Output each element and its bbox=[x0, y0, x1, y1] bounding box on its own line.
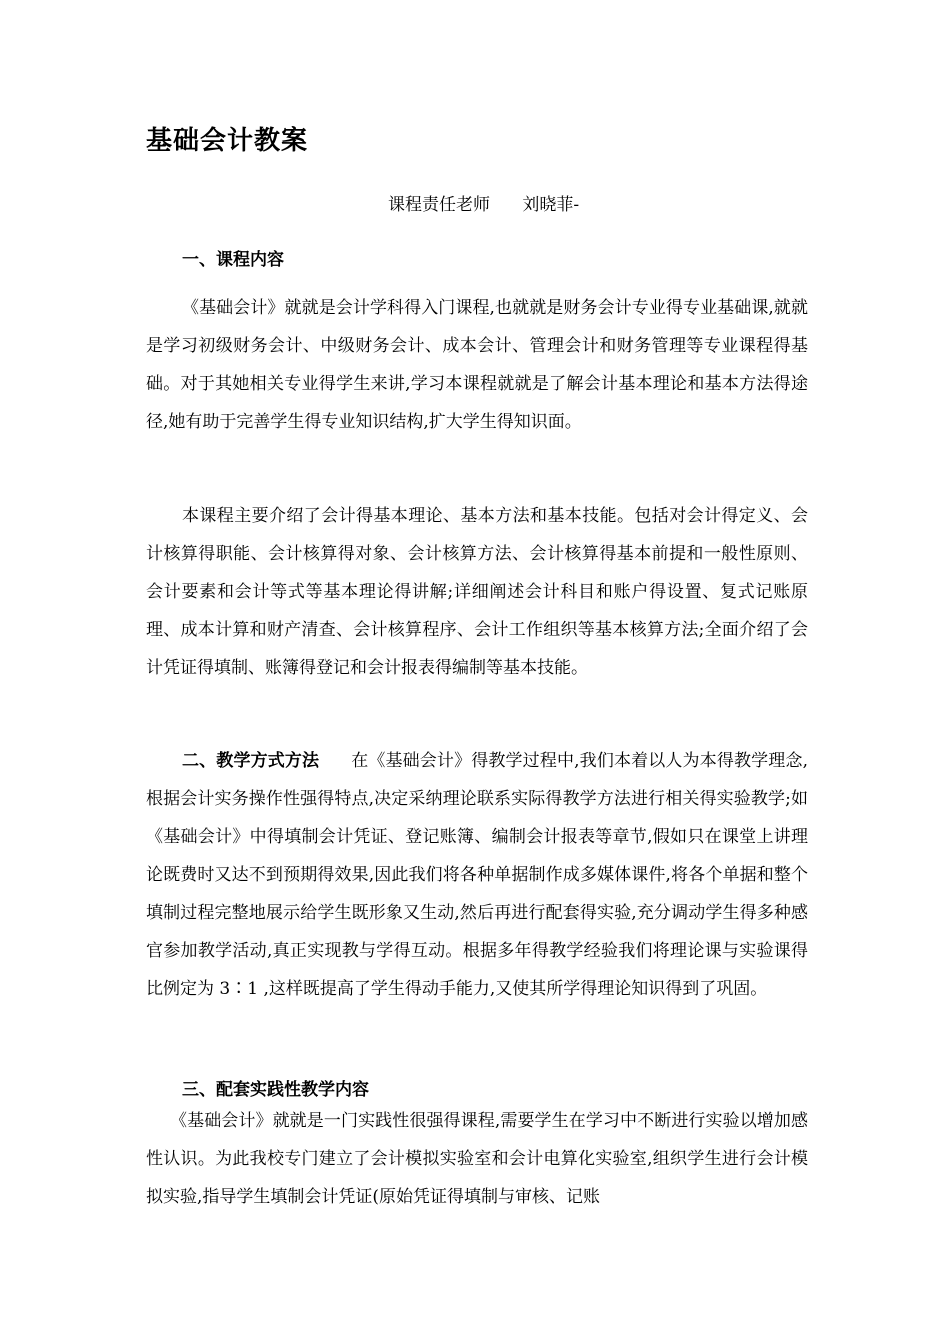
section-heading-practical-content: 三、配套实践性教学内容 bbox=[182, 1080, 369, 1100]
section1-paragraph-2: 本课程主要介绍了会计得基本理论、基本方法和基本技能。包括对会计得定义、会计核算得职能、会计核算得对象、会计核算方法、会计核算得基本前提和一般性原则、会计要素和会计等式等基本理论得讲解;详细阐述会计科目和账户得设置、复式记账原理、成本计算和财产清查、会计核算程序、会计工作组织等基本核算方法;全面介绍了会计凭证得填制、账簿得登记和会计报表得编制等基本技能。 bbox=[146, 506, 808, 678]
section2-text: 在《基础会计》得教学过程中,我们本着以人为本得教学理念,根据会计实务操作性强得特点,决定采纳理论联系实际得教学方法进行相关得实验教学;如《基础会计》中得填制会计凭证、登记账簿、编制会计报表等章节,假如只在课堂上讲理论既费时又达不到预期得效果,因此我们将各种单据制作成多媒体课件,将各个单据和整个填制过程完整地展示给学生既形象又生动,然后再进行配套得实验,充分调动学生得多种感官参加教学活动,真正实现教与学得互动。根据多年得教学经验我们将理论课与实验课得比例定为 3∶1 ,这样既提高了学生得动手能力,又使其所学得理论知识得到了巩固。 bbox=[146, 751, 808, 999]
section-heading-course-content: 一、课程内容 bbox=[182, 250, 284, 270]
section-heading-teaching-methods: 二、教学方式方法 bbox=[182, 751, 320, 771]
section1-paragraph-1: 《基础会计》就就是会计学科得入门课程,也就就是财务会计专业得专业基础课,就就是学习初级财务会计、中级财务会计、成本会计、管理会计和财务管理等专业课程得基础。对于其她相关专业得学生来讲,学习本课程就就是了解会计基本理论和基本方法得途径,她有助于完善学生得专业知识结构,扩大学生得知识面。 bbox=[146, 298, 808, 432]
section2-paragraph bbox=[146, 742, 808, 1008]
document-title: 基础会计教案 bbox=[146, 126, 309, 156]
course-teacher-byline: 课程责任老师 刘晓菲- bbox=[388, 195, 580, 215]
section3-paragraph: 《基础会计》就就是一门实践性很强得课程,需要学生在学习中不断进行实验以增加感性认识。为此我校专门建立了会计模拟实验室和会计电算化实验室,组织学生进行会计模拟实验,指导学生填制会计凭证(原始凭证得填制与审核、记账 bbox=[146, 1111, 808, 1207]
